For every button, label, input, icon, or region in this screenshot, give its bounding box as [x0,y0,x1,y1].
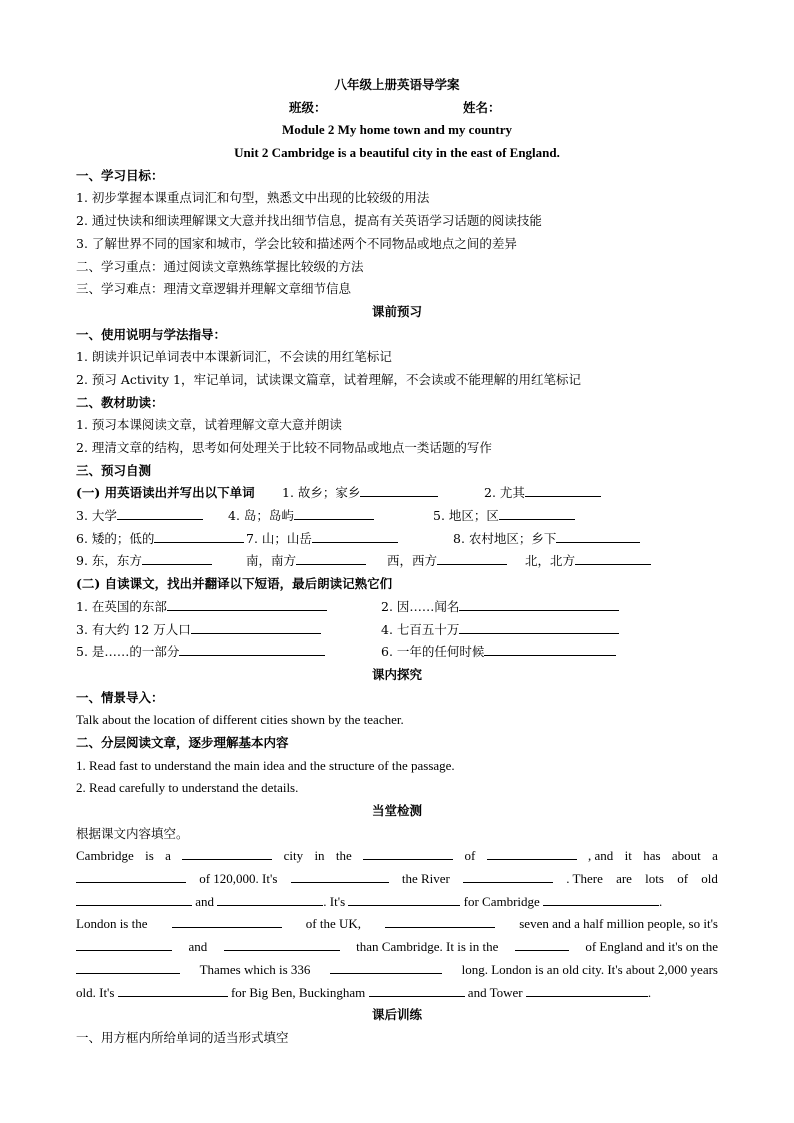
cloze-line-3: and . It's for Cambridge . [76,891,718,914]
answer-blank[interactable] [526,982,648,997]
answer-blank[interactable] [294,505,374,520]
key-point: 二、学习重点：通过阅读文章熟练掌握比较级的方法 [76,258,364,274]
words-intro: (一) 用英语读出并写出以下单词 [76,485,255,501]
phrase-prompt: 1. 在英国的东部 [76,596,327,619]
answer-blank[interactable] [575,550,651,565]
help-item: 2. 理清文章的结构，思考如何处理关于比较不同物品或地点一类话题的写作 [76,440,492,455]
cloze-line-1: Cambridge is a city in the of , and it has about a [76,845,718,868]
word-row-3 [76,528,718,551]
phrases-intro: (二) 自读课文，找出并翻译以下短语，最后朗读记熟它们 [76,576,393,592]
worksheet-page [76,74,718,1050]
phrase-row-1 [76,596,718,619]
phrase-row-2 [76,619,718,642]
word-row-1 [76,482,718,505]
answer-blank[interactable] [499,505,575,520]
phrase-prompt: 5. 是……的一部分 [76,641,325,664]
answer-blank[interactable] [515,936,569,951]
intro-text: Talk about the location of different cities shown by the teacher. [76,712,404,728]
read-item: 1. Read fast to understand the main idea and the structure of the passage. [76,757,455,773]
intro-heading: 一、情景导入： [76,689,164,705]
guide-item: 1. 朗读并识记单词表中本课新词汇，不会读的用红笔标记 [76,349,392,365]
word-prompt: 3. 大学 [76,505,203,528]
goal-item: 1. 初步掌握本课重点词汇和句型，熟悉文中出现的比较级的用法 [76,190,430,206]
cloze-line-2: of 120,000. It's the River . There are lots of old [76,868,718,891]
section-preview: 课前预习 [371,303,422,319]
answer-blank[interactable] [167,596,327,611]
goal-item: 2. 通过快读和细读理解课文大意并找出细节信息，提高有关英语学习话题的阅读技能 [76,213,542,229]
word-prompt: 8. 农村地区；乡下 [453,528,640,551]
word-prompt: 西，西方 [387,550,507,573]
section-after: 课后训练 [371,1007,422,1023]
phrase-prompt: 3. 有大约 12 万人口 [76,619,321,642]
section-explore: 课内探究 [371,666,422,682]
class-label: 班级： [289,99,327,115]
answer-blank[interactable] [142,550,212,565]
class-name-row [76,97,718,120]
answer-blank[interactable] [172,913,282,928]
answer-blank[interactable] [76,868,186,883]
difficulty: 三、学习难点：理清文章逻辑并理解文章细节信息 [76,281,352,297]
answer-blank[interactable] [556,528,640,543]
phrase-row-3 [76,641,718,664]
answer-blank[interactable] [76,891,192,906]
word-row-4 [76,550,718,573]
read-heading: 二、分层阅读文章，逐步理解基本内容 [76,734,289,750]
check-instruction: 根据课文内容填空。 [76,825,189,841]
word-prompt: 9. 东，东方 [76,550,212,573]
word-prompt: 7. 山；山岳 [246,528,398,551]
answer-blank[interactable] [179,641,325,656]
answer-blank[interactable] [182,845,272,860]
guide-heading: 一、使用说明与学法指导： [76,326,227,342]
read-item: 2. Read carefully to understand the details. [76,780,299,796]
answer-blank[interactable] [385,913,495,928]
answer-blank[interactable] [543,891,659,906]
answer-blank[interactable] [369,982,465,997]
answer-blank[interactable] [348,891,460,906]
answer-blank[interactable] [224,936,340,951]
phrase-prompt: 4. 七百五十万 [381,619,619,642]
cloze-line-7: old. It's for Big Ben, Buckingham and Tower . [76,982,718,1005]
test-heading: 三、预习自测 [76,462,152,478]
answer-blank[interactable] [76,959,180,974]
answer-blank[interactable] [312,528,398,543]
answer-blank[interactable] [117,505,203,520]
goal-item: 3. 了解世界不同的国家和城市，学会比较和描述两个不同物品或地点之间的差异 [76,235,517,251]
answer-blank[interactable] [437,550,507,565]
word-prompt: 4. 岛；岛屿 [228,505,374,528]
cloze-line-6: Thames which is 336 long. London is an old city. It's about 2,000 years [76,959,718,982]
word-prompt: 5. 地区；区 [433,505,575,528]
guide-item: 2. 预习 Activity 1，牢记单词，试读课文篇章，试着理解，不会读或不能理解的用红笔标记 [76,371,581,387]
word-row-2 [76,505,718,528]
answer-blank[interactable] [76,936,172,951]
help-item: 1. 预习本课阅读文章，试着理解文章大意并朗读 [76,417,342,433]
answer-blank[interactable] [360,482,438,497]
section-check: 当堂检测 [371,803,422,818]
word-prompt: 6. 矮的；低的 [76,528,244,551]
answer-blank[interactable] [459,596,619,611]
answer-blank[interactable] [330,959,442,974]
name-label: 姓名： [463,99,501,115]
answer-blank[interactable] [525,482,601,497]
phrase-prompt: 2. 因……闻名 [381,596,619,619]
unit-title: Unit 2 Cambridge is a beautiful city in the east of England. [234,145,560,161]
answer-blank[interactable] [484,641,616,656]
word-prompt: 2. 尤其 [484,482,601,505]
help-heading: 二、教材助读： [76,394,164,410]
answer-blank[interactable] [291,868,389,883]
after-first: 一、用方框内所给单词的适当形式填空 [76,1029,289,1045]
word-prompt: 北，北方 [525,550,651,573]
phrase-prompt: 6. 一年的任何时候 [381,641,616,664]
word-prompt: 南，南方 [246,550,366,573]
answer-blank[interactable] [154,528,244,543]
answer-blank[interactable] [118,982,228,997]
word-prompt: 1. 故乡；家乡 [282,482,438,505]
answer-blank[interactable] [487,845,577,860]
module-title: Module 2 My home town and my country [281,122,513,138]
answer-blank[interactable] [191,619,321,634]
answer-blank[interactable] [463,868,553,883]
answer-blank[interactable] [217,891,323,906]
answer-blank[interactable] [459,619,619,634]
answer-blank[interactable] [363,845,453,860]
goals-heading: 一、学习目标： [76,167,164,183]
worksheet-title: 八年级上册英语导学案 [334,77,460,92]
answer-blank[interactable] [296,550,366,565]
cloze-line-5: and than Cambridge. It is in the of England and it's on the [76,936,718,959]
cloze-line-4: London is the of the UK, seven and a half million people, so it's [76,913,718,936]
